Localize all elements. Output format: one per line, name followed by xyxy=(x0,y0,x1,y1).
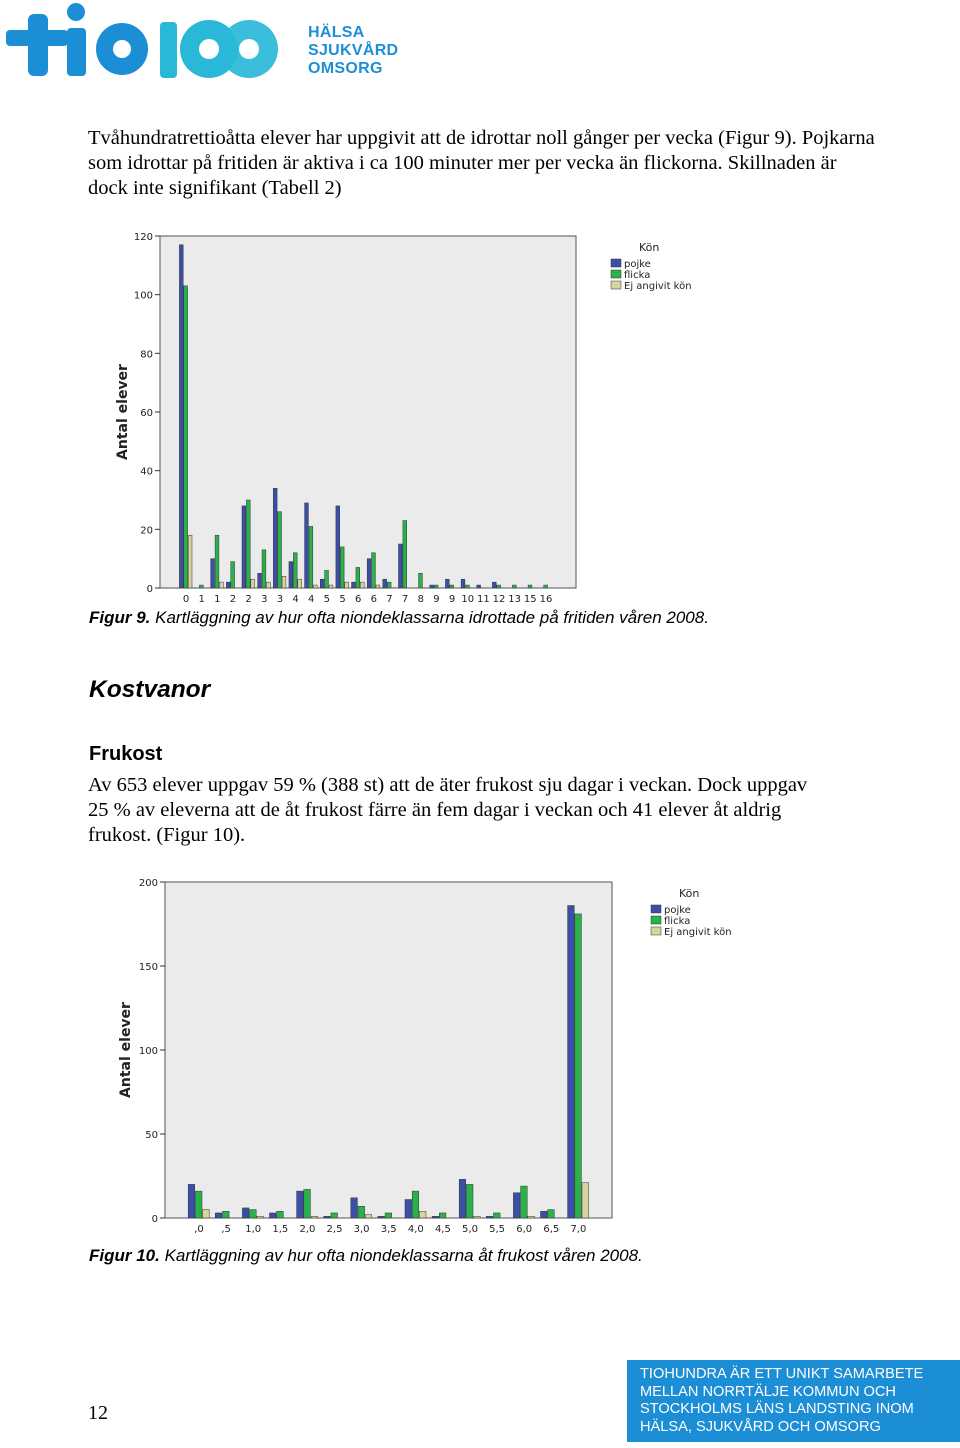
x-tick-label: 3 xyxy=(261,594,268,605)
legend-entry: flicka xyxy=(664,916,691,927)
bar xyxy=(367,559,371,588)
y-tick-label: 20 xyxy=(140,525,153,537)
legend-swatch xyxy=(651,916,661,924)
bar xyxy=(226,582,230,588)
bar xyxy=(477,585,481,588)
x-tick-label: 1 xyxy=(198,594,205,605)
bar xyxy=(548,1210,555,1218)
bar xyxy=(445,579,449,588)
bar xyxy=(293,553,297,588)
x-tick-label: 5 xyxy=(323,594,331,605)
bar xyxy=(311,1216,318,1218)
tio100-logo xyxy=(4,2,404,84)
footer-line: TIOHUNDRA ÄR ETT UNIKT SAMARBETE xyxy=(640,1366,924,1382)
bar xyxy=(270,1213,277,1218)
plot-area xyxy=(160,236,576,588)
bar xyxy=(358,1206,365,1218)
x-tick-label: 2 xyxy=(245,594,252,605)
x-tick-label: 0 xyxy=(182,594,190,605)
x-tick-label: 4 xyxy=(292,594,299,605)
bar xyxy=(494,1213,501,1218)
subsection-heading: Frukost xyxy=(89,743,163,765)
x-tick-label: 9 xyxy=(433,594,440,605)
bar xyxy=(497,585,501,588)
bar xyxy=(211,559,215,588)
bar xyxy=(544,585,548,588)
bar xyxy=(331,1213,338,1218)
x-tick-label: 5,5 xyxy=(489,1224,506,1235)
x-tick-label: 16 xyxy=(539,594,553,605)
x-tick-label: 3,0 xyxy=(353,1224,370,1235)
page-number: 12 xyxy=(88,1402,108,1424)
intro-paragraph: Tvåhundratrettioåtta elever har uppgivit att de idrottar noll gånger per vecka (Figur 9). Pojkarna som idrottar på fritiden är aktiva i ca 100 minuter mer per vecka än flickorna. Skillnaden är dock inte signifikant (Tabell 2) xyxy=(88,127,875,199)
figure-9-chart xyxy=(100,228,720,608)
footer-line: STOCKHOLMS LÄNS LANDSTING INOM xyxy=(640,1401,914,1417)
x-tick-label: 2,5 xyxy=(326,1224,343,1235)
x-tick-label: ,0 xyxy=(194,1224,204,1235)
logo-subtitle-line: HÄLSA xyxy=(308,24,365,41)
bar xyxy=(258,573,262,588)
x-tick-label: 6 xyxy=(370,594,377,605)
bar xyxy=(399,544,403,588)
bar xyxy=(412,1191,419,1218)
bar xyxy=(466,585,470,588)
y-tick-label: 100 xyxy=(138,1046,158,1057)
bar xyxy=(277,1211,284,1218)
x-tick-label: 7 xyxy=(386,594,393,605)
bar xyxy=(376,585,380,588)
x-tick-label: 3 xyxy=(276,594,284,605)
bar xyxy=(336,506,340,588)
footer-line: HÄLSA, SJUKVÅRD OCH OMSORG xyxy=(640,1418,881,1435)
x-tick-label: 4,5 xyxy=(434,1224,451,1235)
legend-swatch xyxy=(651,905,661,913)
bar xyxy=(486,1216,493,1218)
x-tick-label: 11 xyxy=(476,594,490,605)
bar xyxy=(387,582,391,588)
x-tick-label: 1,5 xyxy=(272,1224,289,1235)
bar xyxy=(320,579,324,588)
bar xyxy=(251,579,255,588)
bar xyxy=(246,500,250,588)
bar xyxy=(278,512,282,588)
x-tick-label: 7,0 xyxy=(570,1224,587,1235)
bar xyxy=(266,582,270,588)
legend-entry: Ej angivit kön xyxy=(664,927,732,938)
bar xyxy=(466,1184,473,1218)
logo-subtitle-line: OMSORG xyxy=(308,60,383,77)
bar xyxy=(325,570,329,588)
bar xyxy=(474,1216,481,1218)
bar xyxy=(528,585,532,588)
bar xyxy=(430,585,434,588)
bar xyxy=(215,1213,222,1218)
bar xyxy=(242,506,246,588)
bar xyxy=(528,1216,535,1218)
bar xyxy=(231,562,235,588)
y-tick-label: 60 xyxy=(140,408,153,419)
bar xyxy=(513,1193,520,1218)
bar xyxy=(179,245,183,588)
y-tick-label: 150 xyxy=(138,962,158,973)
bar xyxy=(195,1191,202,1218)
logo-subtitle xyxy=(308,24,398,78)
bar xyxy=(313,585,317,588)
bar xyxy=(345,582,349,588)
y-axis-title: Antal elever xyxy=(115,364,131,460)
bar xyxy=(199,585,203,588)
x-tick-label: 7 xyxy=(401,594,409,605)
y-tick-label: 0 xyxy=(146,584,153,595)
legend-swatch xyxy=(611,259,621,267)
bar xyxy=(273,488,277,588)
bar xyxy=(492,582,496,588)
x-tick-label: 12 xyxy=(492,594,506,605)
bar xyxy=(188,535,192,588)
x-tick-label: ,5 xyxy=(221,1224,231,1235)
bar xyxy=(184,286,188,588)
y-tick-label: 0 xyxy=(151,1214,158,1225)
bar xyxy=(434,585,438,588)
figure-10-label: Figur 10. xyxy=(89,1246,160,1265)
bar xyxy=(582,1183,589,1218)
x-tick-label: 3,5 xyxy=(380,1224,397,1235)
bar xyxy=(356,567,360,588)
legend-entry: pojke xyxy=(664,905,691,916)
x-tick-label: 1 xyxy=(214,594,221,605)
bar xyxy=(459,1179,466,1218)
bar xyxy=(340,547,344,588)
bar xyxy=(188,1184,195,1218)
y-tick-label: 40 xyxy=(140,466,153,478)
figure-9-text: Kartläggning av hur ofta niondeklassarna idrottade på fritiden våren 2008. xyxy=(150,608,709,627)
x-tick-label: 15 xyxy=(523,594,537,605)
legend-swatch xyxy=(611,281,621,289)
bar xyxy=(372,553,376,588)
breakfast-paragraph: Av 653 elever uppgav 59 % (388 st) att de äter frukost sju dagar i veckan. Dock uppgav 25 % av eleverna att de åt frukost färre än fem dagar i veckan och 41 elever åt aldrig frukost. (Figur 10). xyxy=(88,774,808,846)
figure-9-caption xyxy=(89,608,709,628)
legend-entry: pojke xyxy=(624,259,651,270)
section-heading: Kostvanor xyxy=(89,676,211,703)
x-tick-label: 6,5 xyxy=(543,1224,560,1235)
legend-title: Kön xyxy=(679,887,700,900)
plot-area xyxy=(165,882,612,1218)
bar xyxy=(432,1216,439,1218)
bar xyxy=(262,550,266,588)
bar xyxy=(521,1186,528,1218)
bar xyxy=(282,576,286,588)
bar xyxy=(215,535,219,588)
y-tick-label: 120 xyxy=(133,232,153,243)
bar xyxy=(329,585,333,588)
bar xyxy=(360,582,364,588)
bar xyxy=(461,579,465,588)
bar xyxy=(403,521,407,588)
bar xyxy=(419,573,423,588)
x-tick-label: 6,0 xyxy=(516,1224,533,1235)
bar xyxy=(378,1216,385,1218)
bar xyxy=(439,1213,446,1218)
bar xyxy=(304,1189,311,1218)
y-tick-label: 200 xyxy=(138,878,158,889)
x-tick-label: 9 xyxy=(448,594,456,605)
figure-10-text: Kartläggning av hur ofta niondeklassarna åt frukost våren 2008. xyxy=(159,1246,643,1265)
legend-swatch xyxy=(651,927,661,935)
bar xyxy=(289,562,293,588)
bar xyxy=(512,585,516,588)
x-tick-label: 4,0 xyxy=(407,1224,424,1235)
bar xyxy=(250,1210,257,1218)
bar xyxy=(257,1216,264,1218)
bar xyxy=(383,579,387,588)
x-tick-label: 4 xyxy=(308,594,315,605)
y-tick-label: 80 xyxy=(140,349,153,361)
bar xyxy=(203,1210,210,1218)
bar xyxy=(575,914,582,1218)
bar xyxy=(385,1213,392,1218)
figure-9-label: Figur 9. xyxy=(89,608,151,627)
x-tick-label: 8 xyxy=(417,594,424,605)
bar xyxy=(297,1191,304,1218)
x-tick-label: 2 xyxy=(229,594,237,605)
bar xyxy=(324,1216,331,1218)
bar xyxy=(450,585,454,588)
legend-swatch xyxy=(611,270,621,278)
tio100-logo-mark xyxy=(4,2,304,84)
bar xyxy=(242,1208,249,1218)
bar xyxy=(298,579,302,588)
y-tick-label: 100 xyxy=(133,290,153,302)
bar xyxy=(220,582,224,588)
bar xyxy=(309,526,313,588)
bar xyxy=(365,1215,372,1218)
legend-entry: Ej angivit kön xyxy=(624,281,692,292)
footer-banner xyxy=(627,1360,960,1442)
bar xyxy=(223,1211,230,1218)
bar xyxy=(305,503,309,588)
bar xyxy=(419,1211,426,1218)
x-tick-label: 6 xyxy=(354,594,362,605)
bar xyxy=(351,1198,358,1218)
x-tick-label: 13 xyxy=(508,594,522,605)
x-tick-label: 5,0 xyxy=(462,1224,478,1235)
x-tick-label: 10 xyxy=(461,594,475,605)
x-tick-label: 2,0 xyxy=(299,1224,316,1235)
legend-title: Kön xyxy=(639,241,660,254)
bar xyxy=(541,1211,548,1218)
y-tick-label: 50 xyxy=(145,1130,158,1141)
bar xyxy=(568,906,575,1218)
x-tick-label: 5 xyxy=(339,594,346,605)
logo-subtitle-line: SJUKVÅRD xyxy=(308,42,399,59)
figure-10-chart xyxy=(100,872,760,1242)
bar xyxy=(405,1200,412,1218)
footer-line: MELLAN NORRTÄLJE KOMMUN OCH xyxy=(640,1383,896,1400)
figure-10-caption xyxy=(89,1246,643,1266)
y-axis-title: Antal elever xyxy=(118,1002,134,1098)
legend-entry: flicka xyxy=(624,270,651,281)
x-tick-label: 1,0 xyxy=(245,1224,262,1235)
bar xyxy=(352,582,356,588)
